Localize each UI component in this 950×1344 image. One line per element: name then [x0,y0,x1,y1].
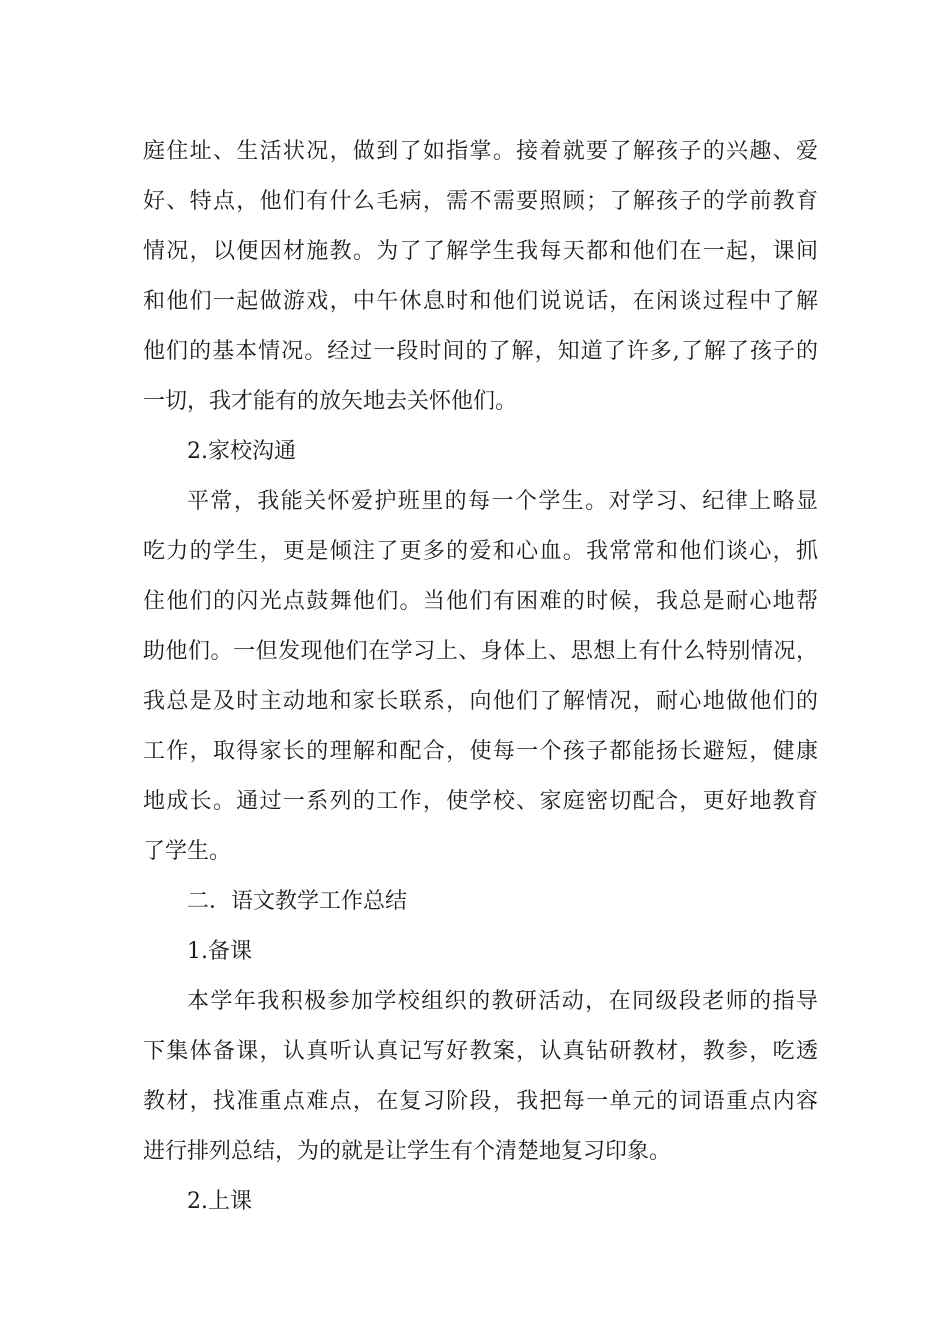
text-line: 进行排列总结，为的就是让学生有个清楚地复习印象。 [143,1139,672,1164]
text-line: 了学生。 [143,839,232,864]
text-line: 吃力的学生，更是倾注了更多的爱和心血。我常常和他们谈心，抓 [143,539,818,564]
text-line: 住他们的闪光点鼓舞他们。当他们有困难的时候，我总是耐心地帮 [143,589,818,614]
heading-home-school-communication: 2.家校沟通 [187,439,296,464]
text-line: 和他们一起做游戏，中午休息时和他们说说话，在闲谈过程中了解 [143,289,818,314]
text-line: 下集体备课，认真听认真记写好教案，认真钻研教材，教参，吃透 [143,1039,818,1064]
text-line: 他们的基本情况。经过一段时间的了解，知道了许多,了解了孩子的 [143,339,818,364]
text-line: 平常，我能关怀爱护班里的每一个学生。对学习、纪律上略显 [187,489,818,514]
text-line: 教材，找准重点难点，在复习阶段，我把每一单元的词语重点内容 [143,1089,818,1114]
text-line: 工作，取得家长的理解和配合，使每一个孩子都能扬长避短，健康 [143,739,818,764]
text-line: 助他们。一但发现他们在学习上、身体上、思想上有什么特别情况， [143,639,818,664]
text-line: 好、特点，他们有什么毛病，需不需要照顾；了解孩子的学前教育 [143,189,818,214]
document-body [143,127,818,1227]
paragraph-home-school [143,477,818,877]
heading-class-teaching: 2.上课 [187,1189,252,1214]
text-line: 情况，以便因材施教。为了了解学生我每天都和他们在一起，课间 [143,239,818,264]
text-line: 地成长。通过一系列的工作，使学校、家庭密切配合，更好地教育 [143,789,818,814]
text-line: 庭住址、生活状况，做到了如指掌。接着就要了解孩子的兴趣、爱 [143,139,818,164]
text-line: 我总是及时主动地和家长联系，向他们了解情况，耐心地做他们的 [143,689,818,714]
paragraph-family-understanding [143,127,818,427]
text-line: 本学年我积极参加学校组织的教研活动，在同级段老师的指导 [187,989,818,1014]
heading-chinese-teaching-summary: 二．语文教学工作总结 [187,889,408,914]
heading-lesson-preparation: 1.备课 [187,939,252,964]
paragraph-lesson-preparation [143,977,818,1177]
text-line: 一切，我才能有的放矢地去关怀他们。 [143,389,518,414]
